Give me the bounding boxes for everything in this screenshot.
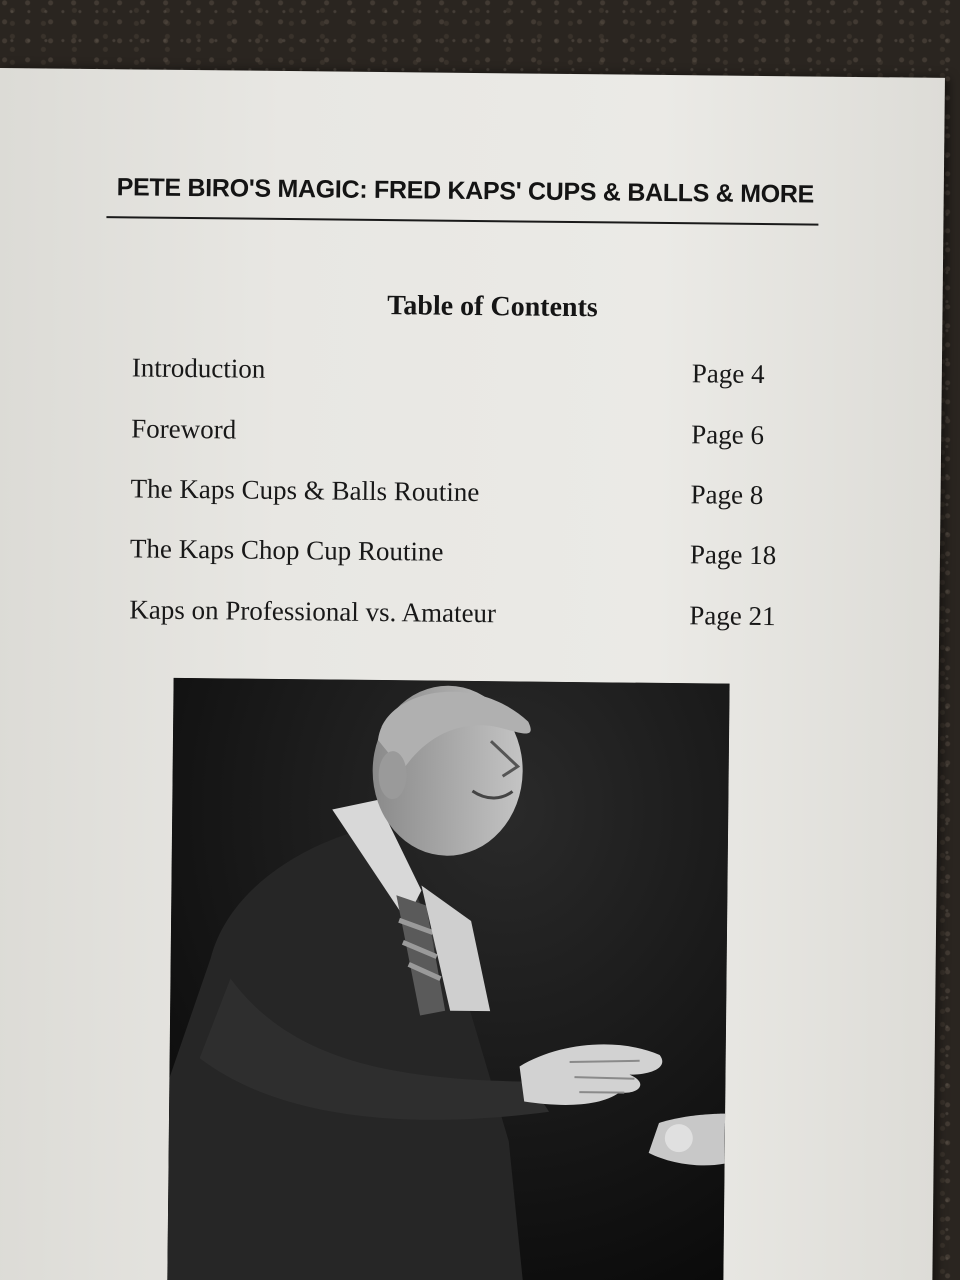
header-rule bbox=[106, 216, 818, 225]
toc-entry-page: Page 8 bbox=[690, 479, 764, 511]
book-page bbox=[0, 68, 945, 1280]
toc-entry-label: Kaps on Professional vs. Amateur bbox=[129, 594, 497, 629]
toc-entry bbox=[130, 473, 790, 516]
toc-entry-page: Page 21 bbox=[689, 600, 776, 632]
toc-title: Table of Contents bbox=[387, 290, 598, 324]
running-header: PETE BIRO'S MAGIC: FRED KAPS' CUPS & BALLS & MORE bbox=[116, 173, 815, 209]
portrait-photo bbox=[167, 678, 730, 1280]
portrait-illustration bbox=[167, 678, 730, 1280]
toc-entry bbox=[129, 594, 789, 637]
toc-entry-page: Page 4 bbox=[691, 358, 765, 390]
toc-entry-label: Foreword bbox=[131, 413, 237, 445]
toc-entry-label: Introduction bbox=[131, 352, 266, 384]
toc-entry bbox=[131, 413, 791, 456]
toc-entry bbox=[130, 533, 790, 576]
toc-entry bbox=[132, 352, 792, 395]
toc-entry-page: Page 6 bbox=[691, 419, 765, 451]
toc-entry-page: Page 18 bbox=[689, 539, 777, 571]
toc-entry-label: The Kaps Cups & Balls Routine bbox=[130, 473, 480, 508]
toc-entry-label: The Kaps Chop Cup Routine bbox=[129, 533, 444, 567]
